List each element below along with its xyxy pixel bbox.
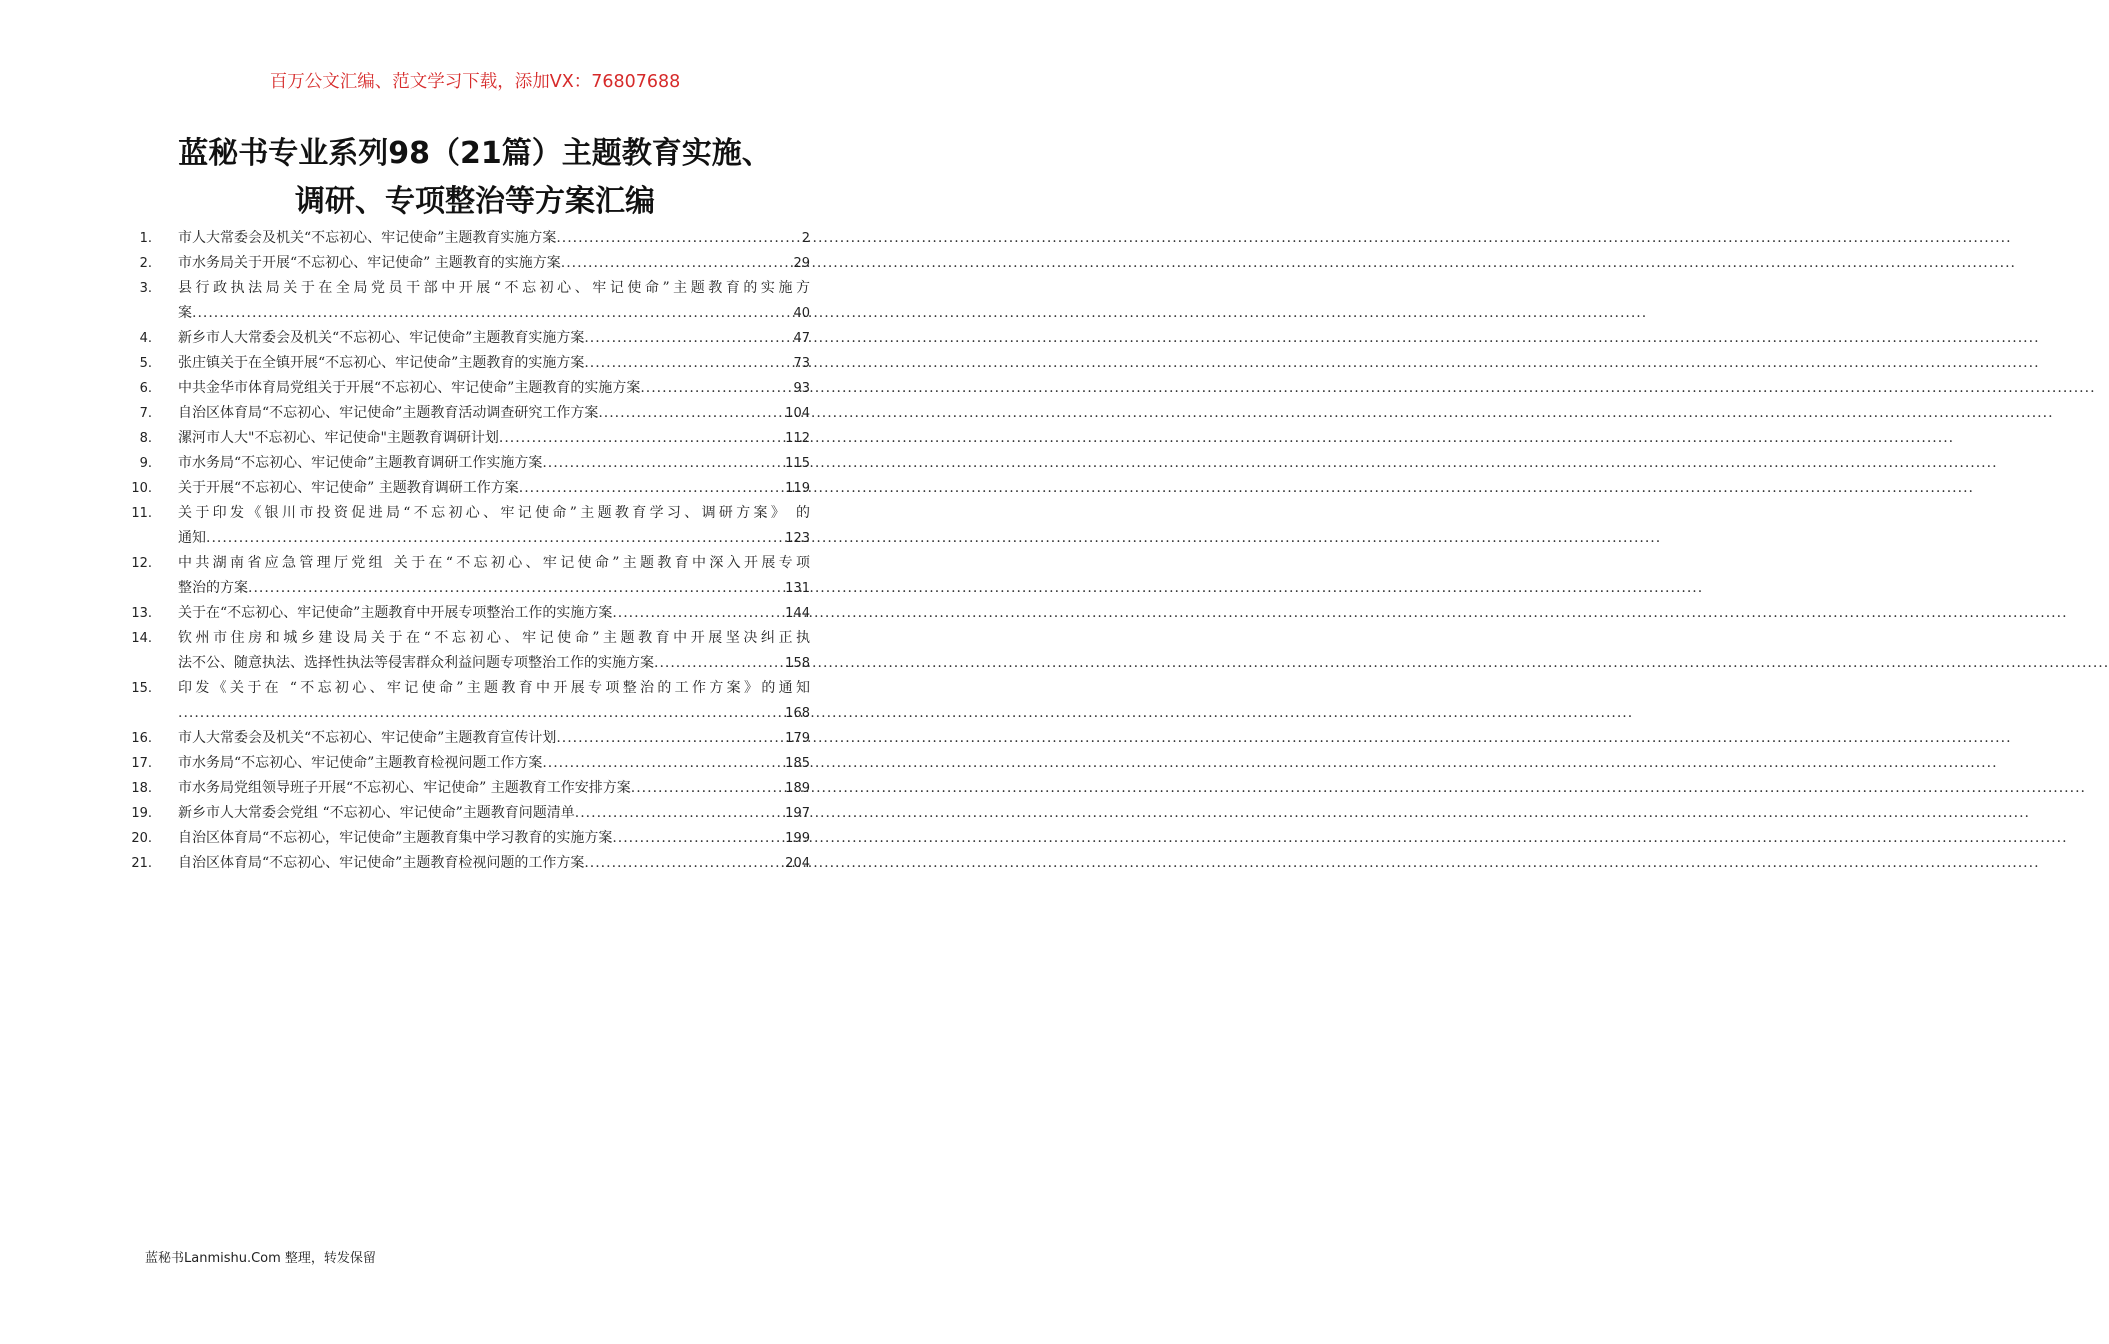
toc-page-number: 40 [793,306,810,321]
toc-leader-dots [556,726,785,751]
toc-page-number: 2 [801,231,810,246]
toc-entry-title: 关于印发《银川市投资促进局“不忘初心、牢记使命”主题教育学习、调研方案》 的 [178,505,810,521]
toc-entry-number: 17. [131,756,152,771]
toc-page-number: 158 [785,656,810,671]
toc-entry[interactable] [120,801,810,826]
toc-entry[interactable] [120,226,810,251]
page-footer: 蓝秘书Lanmishu.Com 整理，转发保留 [145,1251,376,1266]
toc-entry-number: 4. [139,331,152,346]
toc-entry[interactable] [120,676,810,726]
toc-entry-title: 县行政执法局关于在全局党员干部中开展“不忘初心、牢记使命”主题教育的实施方 [178,280,810,296]
toc-entry-title: 自治区体育局“不忘初心，牢记使命”主题教育集中学习教育的实施方案 [178,830,613,846]
toc-entry-title: 关于在“不忘初心、牢记使命”主题教育中开展专项整治工作的实施方案 [178,605,613,621]
toc-leader-dots [542,751,785,776]
toc-entry-number: 1. [139,231,152,246]
toc-entry-number: 3. [139,281,152,296]
toc-entry[interactable] [120,551,810,601]
toc-leader-dots [612,826,785,851]
toc-entry-number: 7. [139,406,152,421]
toc-entry-number: 5. [139,356,152,371]
toc-leader-dots [584,351,793,376]
toc-entry-number: 6. [139,381,152,396]
toc-leader-dots [561,251,794,276]
toc-page-number: 119 [785,481,810,496]
toc-leader-dots [640,376,793,401]
toc-entry[interactable] [120,601,810,626]
title-line-1: 蓝秘书专业系列98（21篇）主题教育实施、 [178,136,772,171]
toc-entry-number: 15. [131,681,152,696]
toc-entry[interactable] [120,751,810,776]
toc-leader-dots [584,851,785,876]
toc-leader-dots [556,226,801,251]
toc-entry[interactable] [120,776,810,801]
toc-leader-dots [584,326,793,351]
toc-leader-dots [248,576,785,601]
toc-entry-title: 印发《关于在 “不忘初心、牢记使命”主题教育中开展专项整治的工作方案》的通知 [178,680,810,696]
toc-entry-title: 市水务局关于开展“不忘初心、牢记使命” 主题教育的实施方案 [178,255,561,271]
toc-page-number: 144 [785,606,810,621]
toc-entry[interactable] [120,251,810,276]
toc-entry[interactable] [120,326,810,351]
toc-page-number: 131 [785,581,810,596]
toc-leader-dots [631,776,785,801]
toc-leader-dots [612,601,785,626]
toc-page-number: 185 [785,756,810,771]
toc-entry-title: 市人大常委会及机关“不忘初心、牢记使命”主题教育实施方案 [178,230,557,246]
toc-page-number: 29 [793,256,810,271]
table-of-contents [120,226,810,876]
toc-page-number: 204 [785,856,810,871]
toc-entry[interactable] [120,851,810,876]
toc-entry[interactable] [120,501,810,551]
toc-entry-title: 案 [178,305,192,321]
toc-leader-dots [519,476,785,501]
toc-page-number: 73 [793,356,810,371]
toc-entry-number: 16. [131,731,152,746]
toc-entry[interactable] [120,351,810,376]
toc-leader-dots [192,301,793,326]
toc-leader-dots [206,526,785,551]
toc-entry[interactable] [120,376,810,401]
toc-entry-number: 21. [131,856,152,871]
toc-entry-number: 11. [131,506,152,521]
toc-entry-title: 自治区体育局“不忘初心、牢记使命”主题教育检视问题的工作方案 [178,855,585,871]
toc-entry-title: 市水务局“不忘初心、牢记使命”主题教育调研工作实施方案 [178,455,543,471]
toc-entry-title: 市水务局党组领导班子开展“不忘初心、牢记使命” 主题教育工作安排方案 [178,780,631,796]
toc-entry[interactable] [120,726,810,751]
toc-entry[interactable] [120,826,810,851]
toc-entry[interactable] [120,401,810,426]
toc-entry-title: 新乡市人大常委会党组 “不忘初心、牢记使命”主题教育问题清单 [178,805,575,821]
toc-leader-dots [598,401,785,426]
toc-page-number: 168 [785,706,810,721]
toc-entry-number: 13. [131,606,152,621]
toc-entry[interactable] [120,451,810,476]
toc-entry-number: 8. [139,431,152,446]
toc-entry-number: 2. [139,256,152,271]
toc-entry-number: 9. [139,456,152,471]
toc-entry-title: 新乡市人大常委会及机关“不忘初心、牢记使命”主题教育实施方案 [178,330,585,346]
toc-page-number: 189 [785,781,810,796]
toc-leader-dots [654,651,785,676]
toc-page-number: 199 [785,831,810,846]
toc-leader-dots [575,801,785,826]
toc-entry-title: 关于开展“不忘初心、牢记使命” 主题教育调研工作方案 [178,480,519,496]
toc-entry-title: 钦州市住房和城乡建设局关于在“不忘初心、牢记使命”主题教育中开展坚决纠正执 [178,630,810,646]
toc-page-number: 104 [785,406,810,421]
toc-entry[interactable] [120,626,810,676]
toc-entry-title: 中共湖南省应急管理厅党组 关于在“不忘初心、牢记使命”主题教育中深入开展专项 [178,555,810,571]
toc-entry-title: 通知 [178,530,206,546]
toc-page-number: 179 [785,731,810,746]
title-line-2: 调研、专项整治等方案汇编 [295,184,655,219]
toc-entry-title: 整治的方案 [178,580,248,596]
toc-entry-number: 20. [131,831,152,846]
toc-leader-dots [542,451,785,476]
toc-page-number: 47 [793,331,810,346]
toc-entry-number: 10. [131,481,152,496]
toc-entry[interactable] [120,426,810,451]
toc-entry-title: 市人大常委会及机关“不忘初心、牢记使命”主题教育宣传计划 [178,730,557,746]
toc-entry-title: 市水务局“不忘初心、牢记使命”主题教育检视问题工作方案 [178,755,543,771]
toc-entry-number: 14. [131,631,152,646]
toc-entry[interactable] [120,276,810,326]
toc-entry-title: 自治区体育局“不忘初心、牢记使命”主题教育活动调查研究工作方案 [178,405,599,421]
toc-page-number: 93 [793,381,810,396]
toc-page-number: 123 [785,531,810,546]
toc-entry[interactable] [120,476,810,501]
toc-entry-number: 12. [131,556,152,571]
toc-entry-title: 法不公、随意执法、选择性执法等侵害群众利益问题专项整治工作的实施方案 [178,655,654,671]
promo-header: 百万公文汇编、范文学习下载，添加VX：76807688 [269,72,681,92]
toc-entry-number: 18. [131,781,152,796]
toc-entry-title: 漯河市人大"不忘初心、牢记使命"主题教育调研计划 [178,430,499,446]
toc-entry-title: 中共金华市体育局党组关于开展“不忘初心、牢记使命”主题教育的实施方案 [178,380,641,396]
toc-page-number: 115 [785,456,810,471]
toc-page-number: 112 [785,431,810,446]
toc-leader-dots [178,701,785,726]
toc-leader-dots [499,426,785,451]
toc-entry-title: 张庄镇关于在全镇开展“不忘初心、牢记使命”主题教育的实施方案 [178,355,585,371]
toc-page-number: 197 [785,806,810,821]
document-title [100,130,850,226]
toc-entry-number: 19. [131,806,152,821]
